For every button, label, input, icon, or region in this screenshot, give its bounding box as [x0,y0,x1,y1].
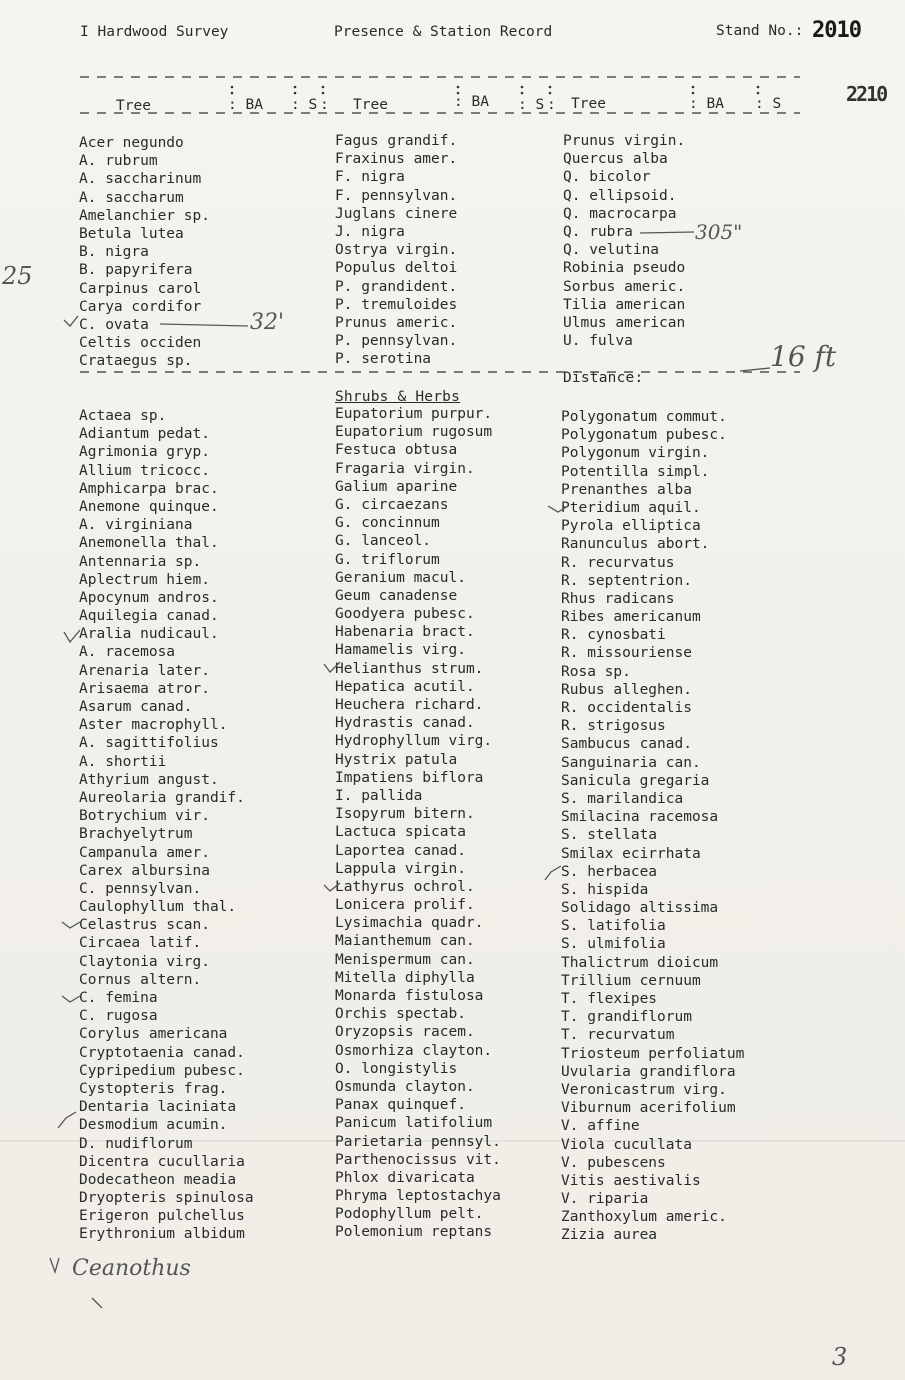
herb-entry: V. affine [561,1118,640,1135]
herb-entry: Lonicera prolif. [335,897,475,914]
herb-entry: D. nudiflorum [79,1135,193,1152]
herb-entry: Polygonatum pubesc. [561,427,727,444]
herb-entry: Sanicula gregaria [561,772,710,789]
herb-entry: Maianthemum can. [335,933,475,950]
ceanothus-note: Ceanothus [72,1256,191,1281]
herb-entry: Monarda fistulosa [335,988,484,1004]
herb-entry: Rhus radicans [561,590,675,607]
side-number: 2210 [846,82,887,106]
tree-entry: U. fulva [563,333,633,350]
herb-entry: T. grandiflorum [561,1009,692,1026]
tree-entry: J. nigra [335,223,405,240]
herb-entry: T. recurvatum [561,1027,675,1044]
herb-entry: Rubus alleghen. [561,681,692,698]
tree-entry: A. saccharum [79,189,184,206]
herb-entry: Menispermum can. [335,951,475,968]
header-ba-3: : BA [689,96,724,112]
herb-entry: Antennaria sp. [79,553,202,570]
herb-entry: A. shortii [79,753,167,770]
tree-entry: Celtis occiden [79,335,202,352]
header-tree-1: Tree [116,98,151,114]
tree-entry: Prunus americ. [335,314,458,331]
herb-entry: Osmorhiza clayton. [335,1042,493,1059]
rubra-distance-note: 305" [695,220,743,244]
tree-entry: P. pennsylvan. [335,333,458,350]
herb-entry: R. cynosbati [561,627,666,644]
herb-entry: Adiantum pedat. [79,426,210,443]
herb-entry: Botrychium vir. [79,808,210,825]
herb-entry: Cystopteris frag. [79,1080,228,1097]
herb-entry: Celastrus scan. [79,917,210,934]
tree-entry: P. serotina [335,351,432,368]
herb-entry: Cornus altern. [79,971,202,988]
herb-entry: G. concinnum [335,515,440,532]
herb-entry: Panax quinquef. [335,1097,466,1114]
herb-entry: Ranunculus abort. [561,536,710,553]
header-s-2: : S [518,97,545,113]
colon-sep: : [547,97,556,113]
herb-entry: G. lanceol. [335,533,432,550]
record-title: Presence & Station Record [334,24,553,40]
herb-entry: C. pennsylvan. [79,880,202,897]
herb-entry: Circaea latif. [79,935,202,952]
tree-entry: Prunus virgin. [563,133,686,149]
herb-entry: Impatiens biflora [335,769,484,786]
herb-entry: Panicum latifolium [335,1115,493,1132]
tree-entry: F. pennsylvan. [335,187,458,204]
herb-entry: Hepatica acutil. [335,678,475,695]
header-s-1: : S [291,97,318,113]
tree-entry: Q. bicolor [563,169,651,186]
herb-entry: Erythronium albidum [79,1226,245,1243]
header-ba-2: : BA [454,94,489,110]
herb-entry: Dryopteris spinulosa [79,1190,254,1207]
herb-entry: Oryzopsis racem. [335,1024,475,1041]
header-tree-3: Tree [571,96,606,112]
tree-entry: Juglans cinere [335,205,458,222]
herb-entry: Prenanthes alba [561,481,692,498]
distance-value-note: 16 ft [770,340,837,373]
herb-entry: Zanthoxylum americ. [561,1209,727,1226]
herb-entry: S. latifolia [561,918,666,935]
herb-entry: Fragaria virgin. [335,460,475,477]
herb-entry: Laportea canad. [335,842,466,859]
herb-entry: Aquilegia canad. [79,608,219,625]
herb-entry: S. herbacea [561,863,658,880]
tree-entry: Acer negundo [79,135,184,151]
herb-entry: Podophyllum pelt. [335,1206,484,1223]
herb-entry: G. circaezans [335,496,449,513]
herb-entry: Anemone quinque. [79,498,219,515]
tree-entry: B. papyrifera [79,262,193,279]
herb-entry: Athyrium angust. [79,771,219,788]
tree-entry: C. ovata [79,316,149,333]
herb-entry: Festuca obtusa [335,442,458,459]
herb-entry: S. hispida [561,881,649,898]
herb-entry: R. missouriense [561,645,692,662]
herb-entry: Smilacina racemosa [561,809,719,826]
herb-entry: S. ulmifolia [561,936,666,953]
herb-entry: Campanula amer. [79,844,210,861]
tree-entry: Ulmus american [563,314,686,331]
herb-entry: Isopyrum bitern. [335,806,475,823]
herb-entry: Solidago altissima [561,900,719,917]
tree-entry: Q. macrocarpa [563,205,677,222]
tree-entry: A. saccharinum [79,171,202,188]
herb-entry: V. pubescens [561,1154,666,1171]
herb-entry: Parthenocissus vit. [335,1151,501,1168]
herb-entry: Eupatorium purpur. [335,406,493,422]
tree-entry: Ostrya virgin. [335,242,458,259]
herb-entry: Galium aparine [335,478,458,495]
herb-entry: Helianthus strum. [335,660,484,677]
tree-entry: Populus deltoi [335,260,458,277]
herb-entry: Cryptotaenia canad. [79,1044,245,1061]
herb-entry: Geum canadense [335,587,458,604]
herb-entry: Dodecatheon meadia [79,1171,237,1188]
header-tree-2: Tree [353,97,388,113]
herb-entry: Potentilla simpl. [561,463,710,480]
herb-entry: Phryma leptostachya [335,1188,501,1205]
tree-entry: Q. rubra [563,223,633,240]
tree-entry: Carya cordifor [79,298,202,315]
herb-entry: Brachyelytrum [79,826,193,843]
herb-entry: Mitella diphylla [335,969,475,986]
herb-entry: Hydrophyllum virg. [335,733,493,750]
herb-entry: Viburnum acerifolium [561,1100,736,1117]
herb-entry: Geranium macul. [335,569,466,586]
herb-entry: Aster macrophyll. [79,717,228,734]
herb-entry: A. racemosa [79,644,176,661]
herb-entry: Hydrastis canad. [335,715,475,732]
tree-entry: A. rubrum [79,153,158,170]
tree-entry: P. tremuloides [335,296,458,313]
stand-label: Stand No.: [716,23,804,39]
tree-entry: Betula lutea [79,225,184,242]
herb-entry: Triosteum perfoliatum [561,1045,745,1062]
herb-entry: Lathyrus ochrol. [335,878,475,895]
ovata-distance-note: 32' [250,310,285,335]
herb-entry: Sanguinaria can. [561,754,701,771]
herb-entry: Erigeron pulchellus [79,1208,245,1225]
herb-entry: Hystrix patula [335,751,458,768]
herb-entry: Smilax ecirrhata [561,845,701,862]
herb-entry: Agrimonia gryp. [79,444,210,461]
herb-entry: Viola cucullata [561,1136,692,1153]
tree-entry: Amelanchier sp. [79,207,210,224]
tree-entry: P. grandident. [335,278,458,295]
herb-entry: Allium tricocc. [79,462,210,479]
herb-entry: Caulophyllum thal. [79,899,237,916]
tree-entry: Crataegus sp. [79,353,193,370]
tree-entry: Fraxinus amer. [335,151,458,168]
herb-entry: Rosa sp. [561,663,631,680]
herb-entry: Dentaria laciniata [79,1099,237,1116]
herb-entry: Heuchera richard. [335,697,484,713]
herb-entry: Thalictrum dioicum [561,954,719,971]
herb-entry: V. riparia [561,1191,649,1208]
tree-entry: Fagus grandif. [335,133,458,149]
herb-entry: Pteridium aquil. [561,499,701,516]
tree-entry: B. nigra [79,244,149,261]
header-s-3: : S [755,96,782,112]
herb-entry: Anemonella thal. [79,535,219,552]
tree-entry: Sorbus americ. [563,278,686,295]
herb-entry: Eupatorium rugosum [335,424,493,441]
herb-entry: I. pallida [335,787,423,804]
herb-entry: Cypripedium pubesc. [79,1062,245,1079]
herb-entry: Ribes americanum [561,609,701,626]
herb-entry: Sambucus canad. [561,736,692,753]
herb-entry: Polemonium reptans [335,1224,493,1241]
distance-label: Distance: [563,370,644,386]
herb-entry: Habenaria bract. [335,624,475,641]
herb-entry: R. occidentalis [561,700,692,716]
colon-sep: : [320,97,329,113]
tree-entry: Carpinus carol [79,280,202,297]
herb-entry: Orchis spectab. [335,1006,466,1023]
herb-entry: Vitis aestivalis [561,1172,701,1189]
herb-entry: Dicentra cucullaria [79,1153,245,1170]
tree-entry: Quercus alba [563,151,668,168]
herb-entry: Uvularia grandiflora [561,1063,736,1080]
herb-entry: Arenaria later. [79,662,210,679]
herb-entry: C. femina [79,990,158,1006]
herb-entry: Apocynum andros. [79,589,219,606]
tree-entry: F. nigra [335,169,405,186]
herb-entry: Veronicastrum virg. [561,1081,727,1098]
herb-entry: Zizia aurea [561,1227,658,1244]
herb-entry: R. strigosus [561,718,666,735]
herb-entry: Parietaria pennsyl. [335,1133,501,1150]
herb-entry: Corylus americana [79,1026,228,1043]
herb-entry: Aralia nudicaul. [79,626,219,643]
herb-entry: Pyrola elliptica [561,518,701,535]
herb-entry: Polygonatum commut. [561,409,727,425]
herb-entry: Lactuca spicata [335,824,466,841]
herb-entry: Aureolaria grandif. [79,789,245,806]
herb-entry: Claytonia virg. [79,953,210,970]
tree-entry: Q. velutina [563,242,660,259]
tree-entry: Robinia pseudo [563,260,686,277]
herb-entry: Phlox divaricata [335,1169,475,1186]
header-ba-1: : BA [228,97,263,113]
survey-title: I Hardwood Survey [80,24,229,40]
margin-note: 25 [2,262,33,290]
herb-entry: R. recurvatus [561,554,675,571]
herb-entry: Lappula virgin. [335,860,466,877]
shrubs-herbs-heading: Shrubs & Herbs [335,389,461,405]
herb-entry: Lysimachia quadr. [335,915,484,932]
tree-entry: Tilia american [563,296,686,313]
herb-entry: Actaea sp. [79,408,167,424]
page-number: 3 [832,1343,848,1371]
herb-entry: Asarum canad. [79,699,193,715]
herb-entry: Hamamelis virg. [335,642,466,659]
herb-entry: Trillium cernuum [561,972,701,989]
herb-entry: Polygonum virgin. [561,445,710,462]
stand-number: 2010 [812,18,861,43]
herb-entry: S. stellata [561,827,658,844]
herb-entry: G. triflorum [335,551,440,568]
herb-entry: Amphicarpa brac. [79,480,219,497]
herb-entry: Osmunda clayton. [335,1078,475,1095]
herb-entry: Desmodium acumin. [79,1117,228,1134]
tree-entry: Q. ellipsoid. [563,187,677,204]
herb-entry: Goodyera pubesc. [335,606,475,623]
herb-entry: A. sagittifolius [79,735,219,752]
herb-entry: R. septentrion. [561,572,692,589]
herb-entry: Carex albursina [79,862,210,879]
herb-entry: A. virginiana [79,517,193,534]
herb-entry: S. marilandica [561,790,684,807]
herb-entry: T. flexipes [561,991,658,1007]
herb-entry: O. longistylis [335,1060,458,1077]
herb-entry: C. rugosa [79,1008,158,1025]
herb-entry: Arisaema atror. [79,680,210,697]
herb-entry: Aplectrum hiem. [79,571,210,588]
